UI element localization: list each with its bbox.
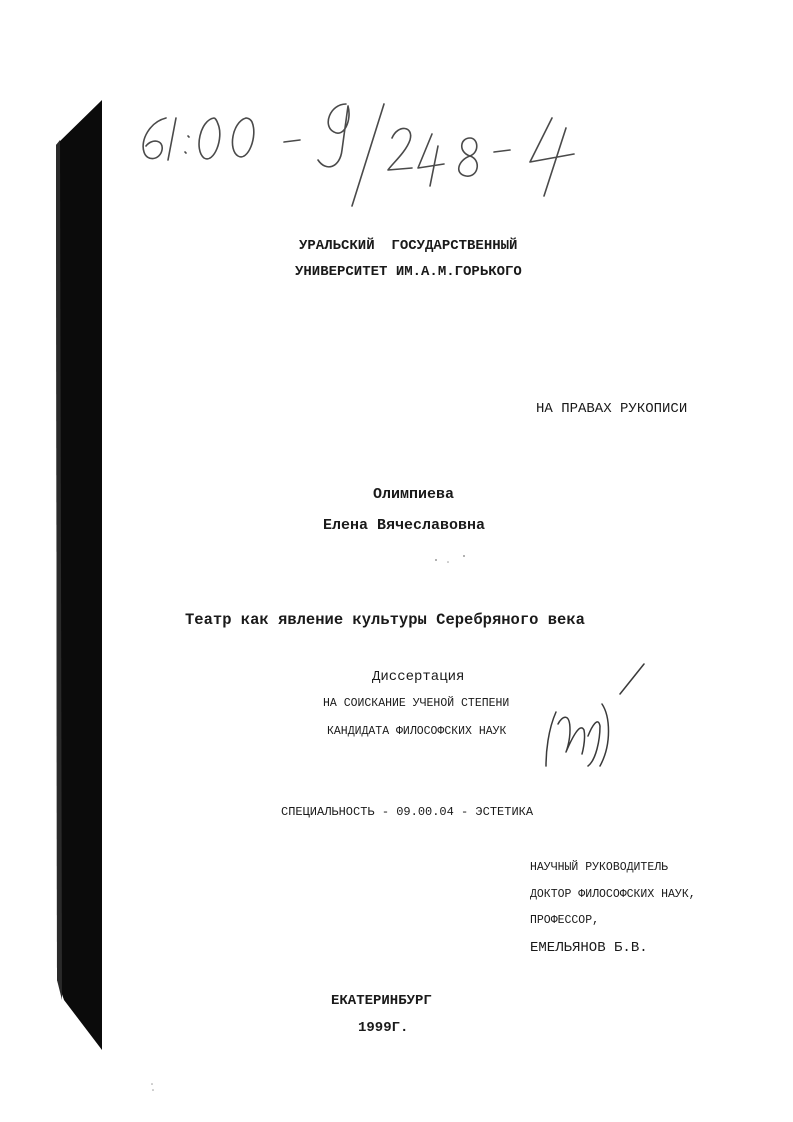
supervisor-rank: ПРОФЕССОР,: [530, 914, 600, 927]
dissertation-label: Диссертация: [372, 669, 465, 685]
specialty: СПЕЦИАЛЬНОСТЬ - 09.00.04 - ЭСТЕТИКА: [281, 805, 534, 819]
author-surname: Олимпиева: [373, 486, 455, 503]
supervisor-degree: ДОКТОР ФИЛОСОФСКИХ НАУК,: [530, 888, 696, 901]
dissertation-purpose-line1: НА СОИСКАНИЕ УЧЕНОЙ СТЕПЕНИ: [323, 697, 510, 710]
author-given-names: Елена Вячеславовна: [323, 517, 486, 534]
manuscript-note: НА ПРАВАХ РУКОПИСИ: [536, 401, 688, 417]
dissertation-title: Театр как явление культуры Серебряного века: [185, 611, 585, 629]
supervisor-name: ЕМЕЛЬЯНОВ Б.В.: [530, 940, 648, 956]
year: 1999Г.: [358, 1020, 409, 1036]
university-name-line1: УРАЛЬСКИЙ ГОСУДАРСТВЕННЫЙ: [299, 238, 518, 254]
dissertation-purpose-line2: КАНДИДАТА ФИЛОСОФСКИХ НАУК: [327, 725, 507, 738]
supervisor-role: НАУЧНЫЙ РУКОВОДИТЕЛЬ: [530, 861, 669, 874]
city: ЕКАТЕРИНБУРГ: [331, 993, 432, 1009]
university-name-line2: УНИВЕРСИТЕТ ИМ.А.М.ГОРЬКОГО: [295, 264, 522, 280]
